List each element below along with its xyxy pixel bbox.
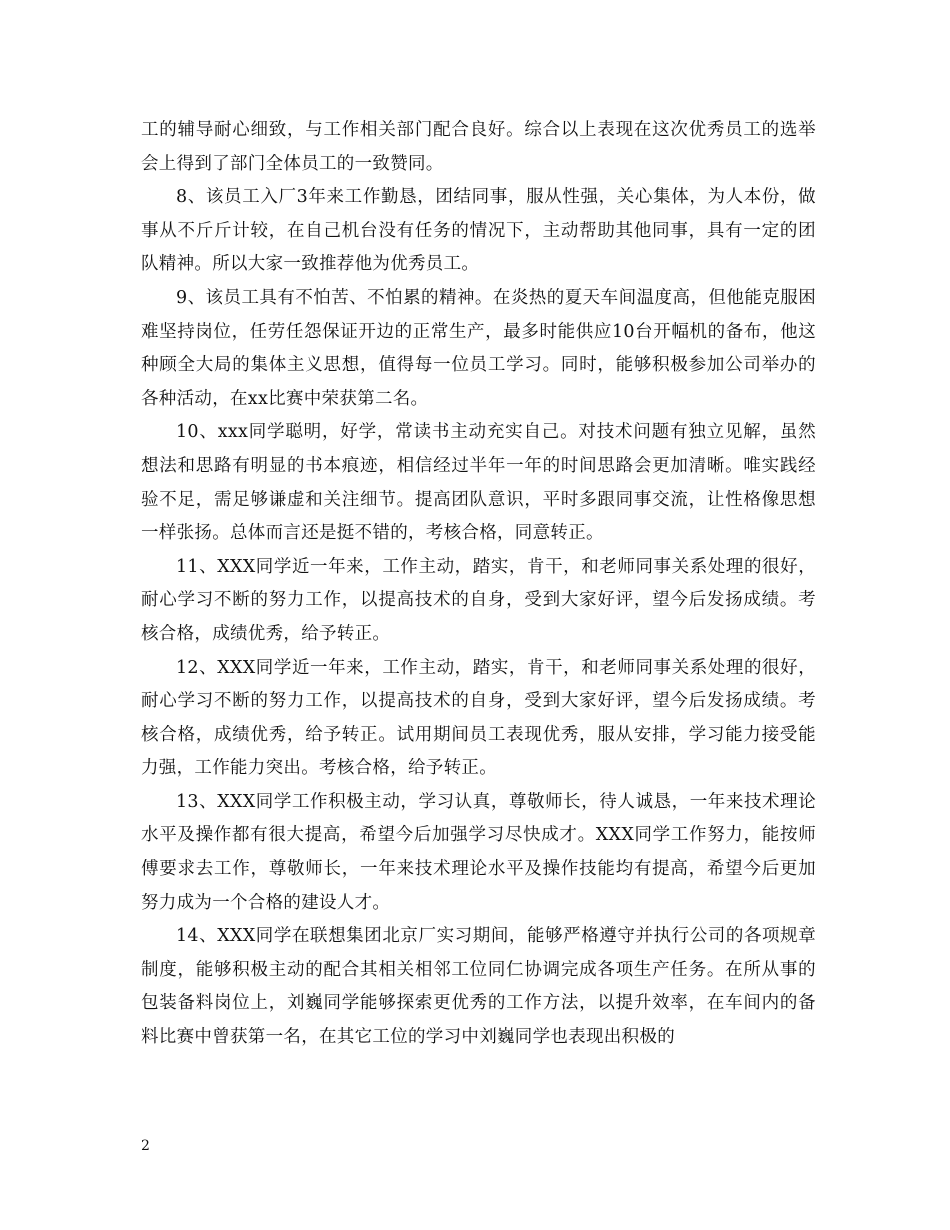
paragraph-item-8: 8、该员工入厂3年来工作勤恳，团结同事，服从性强，关心集体，为人本份，做事从不斤斤计较，在自己机台没有任务的情况下，主动帮助其他同事，具有一定的团队精神。所以大家一致推荐他为优秀员工。 <box>141 187 816 275</box>
page-number: 2 <box>141 1138 150 1154</box>
paragraph-item-12: 12、XXX同学近一年来，工作主动，踏实，肯干，和老师同事关系处理的很好，耐心学习不断的努力工作，以提高技术的自身，受到大家好评，望今后发扬成绩。考核合格，成绩优秀，给予转正。试用期间员工表现优秀，服从安排，学习能力接受能力强，工作能力突出。考核合格，给予转正。 <box>141 657 816 779</box>
paragraph-item-9: 9、该员工具有不怕苦、不怕累的精神。在炎热的夏天车间温度高，但他能克服困难坚持岗位，任劳任怨保证开边的正常生产，最多时能供应10台开幅机的备布，他这种顾全大局的集体主义思想，值得每一位员工学习。同时，能够积极参加公司举办的各种活动，在xx比赛中荣获第二名。 <box>141 287 816 409</box>
paragraph-item-11: 11、XXX同学近一年来，工作主动，踏实，肯干，和老师同事关系处理的很好，耐心学习不断的努力工作，以提高技术的自身，受到大家好评，望今后发扬成绩。考核合格，成绩优秀，给予转正。 <box>141 556 816 644</box>
paragraph-continuation: 工的辅导耐心细致，与工作相关部门配合良好。综合以上表现在这次优秀员工的选举会上得到了部门全体员工的一致赞同。 <box>141 120 816 174</box>
paragraph-item-14: 14、XXX同学在联想集团北京厂实习期间，能够严格遵守并执行公司的各项规章制度，能够积极主动的配合其相关相邻工位同仁协调完成各项生产任务。在所从事的包装备料岗位上，刘巍同学能够探索更优秀的工作方法，以提升效率，在车间内的备料比赛中曾获第一名，在其它工位的学习中刘巍同学也表现出积极的 <box>141 926 816 1048</box>
paragraph-item-13: 13、XXX同学工作积极主动，学习认真，尊敬师长，待人诚恳，一年来技术理论水平及操作都有很大提高，希望今后加强学习尽快成才。XXX同学工作努力，能按师傅要求去工作，尊敬师长，一年来技术理论水平及操作技能均有提高，希望今后更加努力成为一个合格的建设人才。 <box>141 791 816 913</box>
document-body <box>141 114 816 1055</box>
paragraph-item-10: 10、xxx同学聪明，好学，常读书主动充实自己。对技术问题有独立见解，虽然想法和思路有明显的书本痕迹，相信经过半年一年的时间思路会更加清晰。唯实践经验不足，需足够谦虚和关注细节。提高团队意识，平时多跟同事交流，让性格像思想一样张扬。总体而言还是挺不错的，考核合格，同意转正。 <box>141 422 816 544</box>
